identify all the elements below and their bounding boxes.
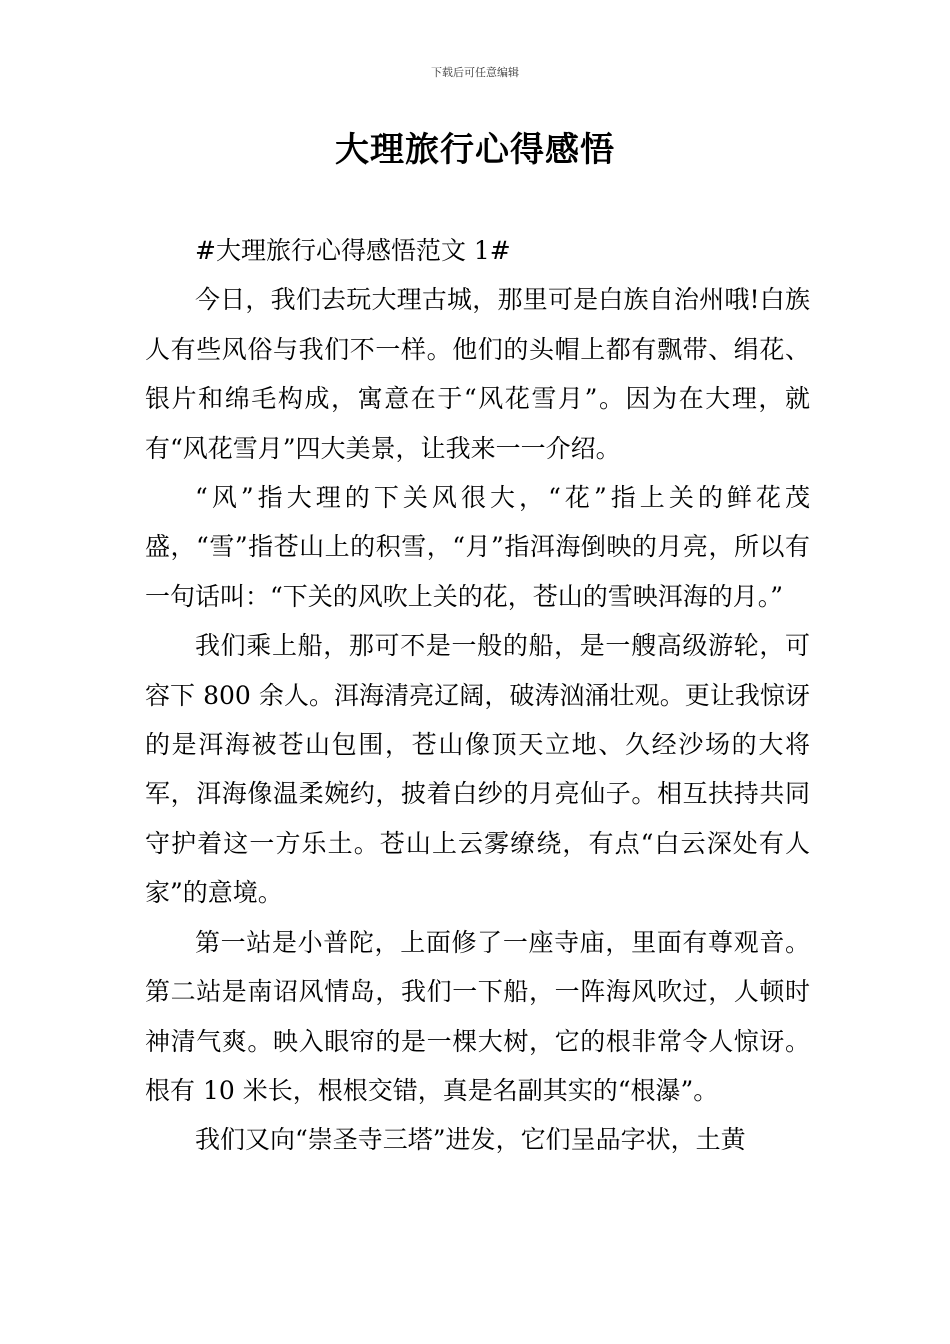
paragraph-2: “风”指大理的下关风很大，“花”指上关的鲜花茂盛，“雪”指苍山上的积雪，“月”指洱海倒映的月亮，所以有一句话叫：“下关的风吹上关的花，苍山的雪映洱海的月。” [145,483,810,611]
paragraph-5: 我们又向“崇圣寺三塔”进发，它们呈品字状，土黄 [195,1125,746,1155]
paragraph-4: 第一站是小普陀，上面修了一座寺庙，里面有尊观音。第二站是南诏风情岛，我们一下船，一阵海风吹过，人顿时神清气爽。映入眼帘的是一棵大树，它的根非常令人惊讶。根有 10 米长，根根交错，真是名副其实的“根瀑”。 [145,927,810,1105]
page-title: 大理旅行心得感悟 [335,130,615,170]
paragraph-3: 我们乘上船，那可不是一般的船，是一艘高级游轮，可容下 800 余人。洱海清亮辽阔，破涛汹涌壮观。更让我惊讶的是洱海被苍山包围，苍山像顶天立地、久经沙场的大将军，洱海像温柔婉约，披着白纱的月亮仙子。相互扶持共同守护着这一方乐土。苍山上云雾缭绕，有点“白云深处有人家”的意境。 [145,631,810,908]
paragraph-1: 今日，我们去玩大理古城，那里可是白族自治州哦!白族人有些风俗与我们不一样。他们的头帽上都有飘带、绢花、银片和绵毛构成，寓意在于“风花雪月”。因为在大理，就有“风花雪月”四大美景，让我来一一介绍。 [145,285,810,463]
section-heading: #大理旅行心得感悟范文 1# [195,236,511,265]
article-body [145,226,810,1165]
header-note: 下载后可任意编辑 [431,66,519,79]
